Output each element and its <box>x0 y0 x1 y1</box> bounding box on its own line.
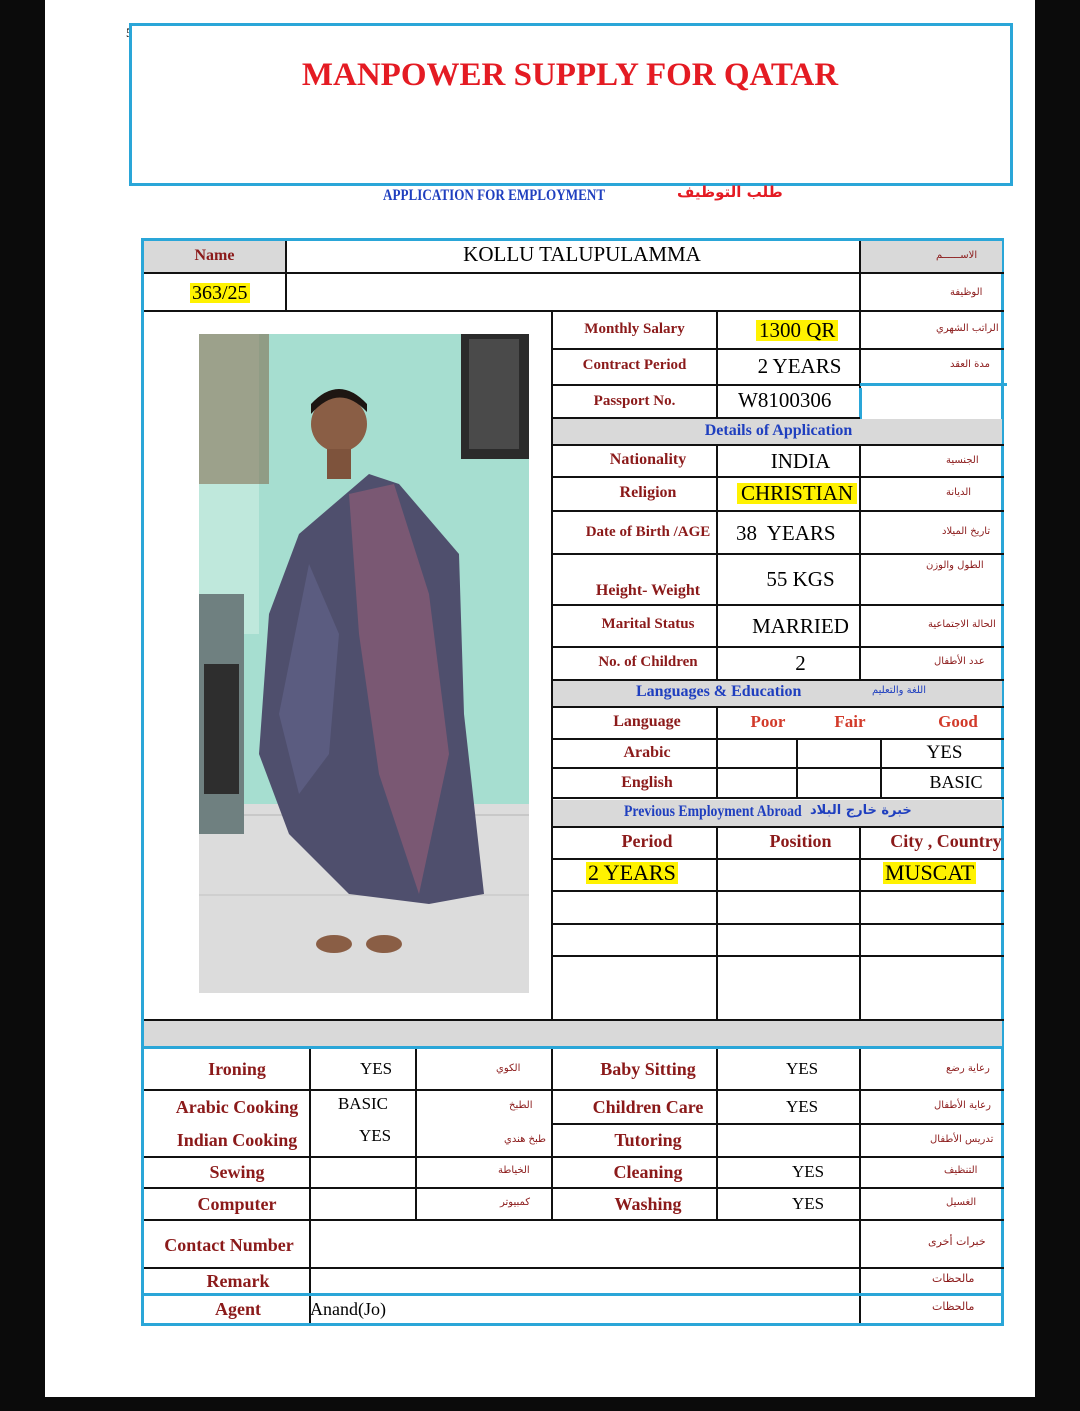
dob-value: 38 YEARS <box>736 521 836 545</box>
good-header: Good <box>938 712 978 731</box>
skill-computer-label: Computer <box>197 1194 277 1214</box>
dob-label: Date of Birth /AGE <box>585 524 711 540</box>
skill-computer-arabic: كمبيوتر <box>500 1197 531 1208</box>
language-english-label: English <box>621 774 673 791</box>
skill-baby-sitting-value: YES <box>785 1059 819 1078</box>
skill-arabic-cooking-value: BASIC <box>337 1094 389 1113</box>
applicant-photo <box>199 334 529 993</box>
skill-sewing-arabic: الخياطة <box>498 1165 530 1176</box>
skill-indian-cooking-label: Indian Cooking <box>176 1130 298 1150</box>
skill-arabic-cooking-label: Arabic Cooking <box>175 1097 299 1117</box>
passport-label: Passport No. <box>593 393 676 409</box>
skill-indian-cooking-value: YES <box>358 1126 392 1145</box>
skill-children-care-value: YES <box>785 1097 819 1116</box>
religion-label-arabic: الديانة <box>946 487 972 498</box>
fair-header: Fair <box>834 712 866 731</box>
skill-arabic-cooking-arabic: الطبخ <box>509 1100 533 1111</box>
marital-value: MARRIED <box>752 614 849 638</box>
contract-label-arabic: مدة العقد <box>950 359 990 370</box>
passport-value: W8100306 <box>738 388 832 412</box>
applicant-photo-graphic <box>199 334 529 993</box>
skill-cleaning-value: YES <box>791 1162 825 1181</box>
name-value: KOLLU TALUPULAMMA <box>463 242 701 266</box>
divider-band <box>144 1021 1002 1047</box>
name-label-arabic: الاســــــم <box>936 250 978 261</box>
position-header: Position <box>769 831 832 851</box>
ref-label-arabic: الوظيفة <box>950 287 983 298</box>
language-header: Language <box>613 713 681 730</box>
reference-number: 363/25 <box>192 282 248 304</box>
children-value: 2 <box>795 651 806 675</box>
skill-baby-sitting-label: Baby Sitting <box>600 1059 696 1079</box>
employment-section-title: Previous Employment Abroad <box>624 803 802 820</box>
contract-value: 2 YEARS <box>757 354 842 378</box>
details-section-title: Details of Application <box>704 422 853 439</box>
skill-washing-value: YES <box>791 1194 825 1213</box>
height-weight-label-arabic: الطول والوزن <box>926 560 984 571</box>
agent-arabic: مالحظات <box>932 1300 975 1313</box>
poor-header: Poor <box>750 712 786 731</box>
contact-number-arabic: خبرات أخرى <box>928 1235 986 1248</box>
skill-washing-label: Washing <box>614 1194 682 1214</box>
employment-section-title-arabic: خبرة خارج البلاد <box>810 803 912 818</box>
salary-value: 1300 QR <box>756 320 838 341</box>
height-weight-label: Height- Weight <box>595 582 701 599</box>
weight-value: 55 KGS <box>766 567 835 591</box>
skill-tutoring-label: Tutoring <box>614 1130 682 1150</box>
skill-baby-sitting-arabic: رعاية رضع <box>946 1063 990 1074</box>
skill-cleaning-arabic: التنظيف <box>944 1165 978 1176</box>
skill-ironing-value: YES <box>359 1059 393 1078</box>
employment-city-value: MUSCAT <box>885 860 975 885</box>
agent-label: Agent <box>215 1299 261 1319</box>
remark-arabic: مالحظات <box>932 1272 975 1285</box>
nationality-label: Nationality <box>609 451 687 468</box>
skill-children-care-label: Children Care <box>592 1097 704 1117</box>
language-english-good: BASIC <box>929 772 983 792</box>
skill-cleaning-label: Cleaning <box>613 1162 683 1182</box>
languages-section-title: Languages & Education <box>636 683 802 700</box>
religion-label: Religion <box>619 484 677 501</box>
salary-label-arabic: الراتب الشهري <box>936 323 999 334</box>
application-subtitle-arabic: طلب التوظيف <box>677 183 783 201</box>
corner-mark: 5 <box>126 25 133 40</box>
religion-value: CHRISTIAN <box>737 483 857 504</box>
application-subtitle: APPLICATION FOR EMPLOYMENT <box>383 187 606 204</box>
contract-label: Contract Period <box>582 357 687 373</box>
agent-value: Anand(Jo) <box>310 1299 386 1319</box>
skill-indian-cooking-arabic: طبخ هندي <box>504 1134 546 1145</box>
children-label: No. of Children <box>598 654 698 670</box>
period-header: Period <box>621 831 673 851</box>
skill-washing-arabic: الغسيل <box>946 1197 977 1208</box>
skill-sewing-label: Sewing <box>209 1162 265 1182</box>
skill-children-care-arabic: رعاية الأطفال <box>934 1100 991 1111</box>
language-arabic-good: YES <box>926 742 963 763</box>
nationality-value: INDIA <box>770 449 831 473</box>
header-box <box>129 23 1013 186</box>
city-country-header: City , Country <box>890 831 1002 851</box>
salary-label: Monthly Salary <box>584 321 685 337</box>
page-title: MANPOWER SUPPLY FOR QATAR <box>301 57 839 93</box>
marital-label: Marital Status <box>601 616 695 632</box>
employment-period-value: 2 YEARS <box>588 860 676 885</box>
languages-section-title-arabic: اللغة والتعليم <box>872 685 926 696</box>
children-label-arabic: عدد الأطفال <box>934 656 985 667</box>
skill-ironing-arabic: الكوي <box>496 1063 521 1074</box>
skill-tutoring-arabic: تدريس الأطفال <box>930 1134 994 1145</box>
contact-number-label: Contact Number <box>164 1235 294 1255</box>
remark-label: Remark <box>206 1271 270 1291</box>
nationality-label-arabic: الجنسية <box>946 455 979 466</box>
skill-ironing-label: Ironing <box>208 1059 266 1079</box>
name-label: Name <box>194 247 235 264</box>
dob-label-arabic: تاريخ الميلاد <box>942 526 991 537</box>
language-arabic-label: Arabic <box>623 744 671 761</box>
marital-label-arabic: الحالة الاجتماعية <box>928 619 996 630</box>
